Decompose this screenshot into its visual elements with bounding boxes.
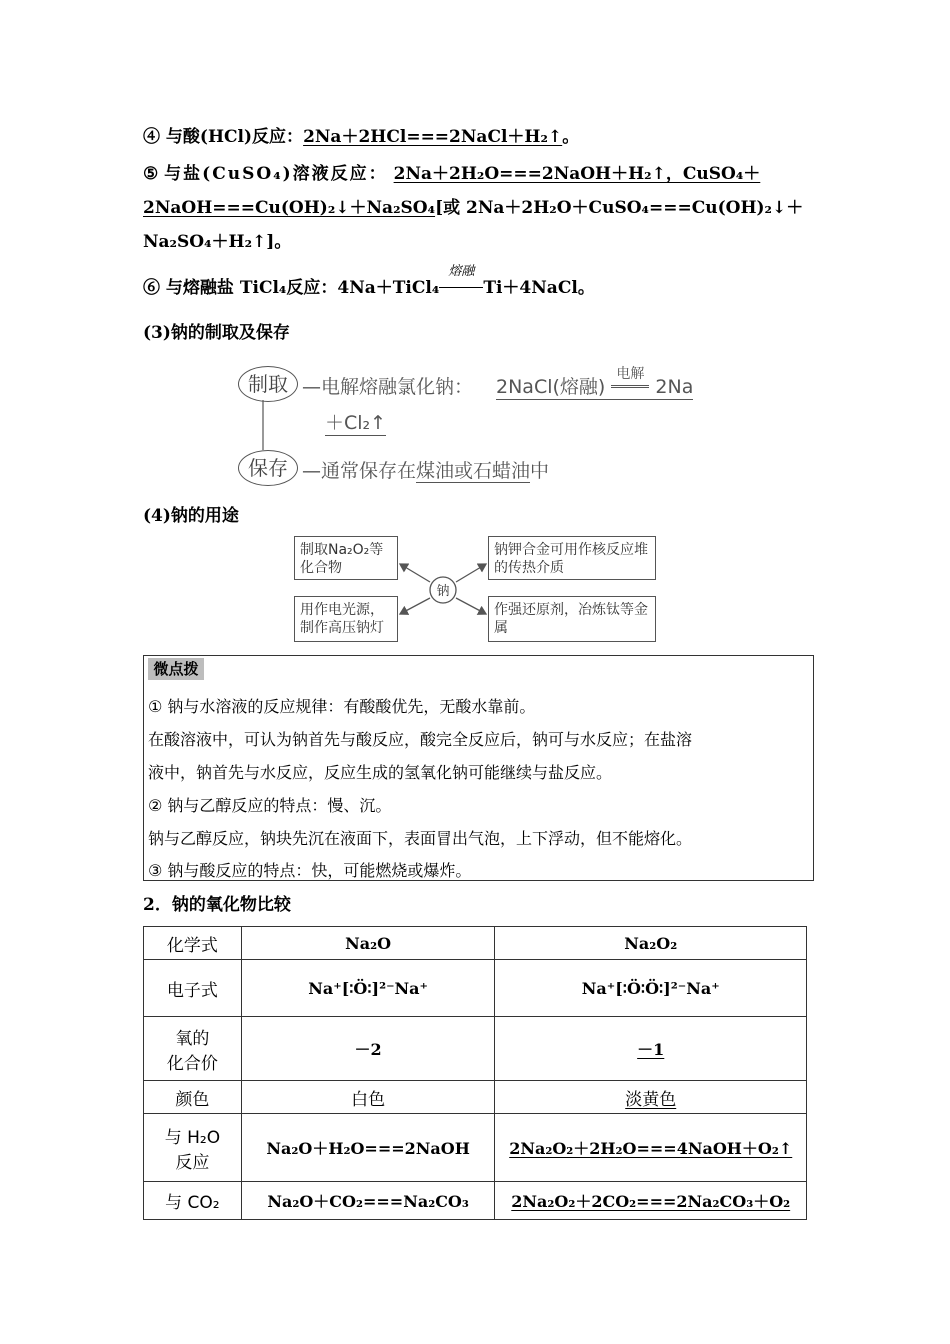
prepare-equation xyxy=(496,366,694,400)
reaction-6-left: 4Na＋TiCl₄ xyxy=(337,278,440,298)
table-row xyxy=(144,1017,807,1081)
table-cell-answer: －1 xyxy=(637,1040,665,1059)
table-cell: －2 xyxy=(241,1017,495,1081)
table-cell xyxy=(495,1017,807,1081)
tip-line: 钠与乙醇反应，钠块先沉在液面下，表面冒出气泡，上下浮动，但不能熔化。 xyxy=(148,829,693,848)
tip-line: ③ 钠与酸反应的特点：快，可能燃烧或爆炸。 xyxy=(148,861,472,880)
section-2-title: 2．钠的氧化物比较 xyxy=(143,895,291,915)
tips-box xyxy=(143,655,814,881)
table-cell xyxy=(495,1182,807,1220)
table-row xyxy=(144,1182,807,1220)
node-storage: 保存 xyxy=(238,450,298,486)
table-row-label-b: 反应 xyxy=(175,1152,210,1173)
table-cell xyxy=(495,1114,807,1182)
node-prepare: 制取 xyxy=(238,366,298,402)
reaction-5-equation-b: 2NaOH===Cu(OH)₂↓＋Na₂SO₄ xyxy=(143,198,436,218)
tip-line: 液中，钠首先与水反应，反应生成的氢氧化钠可能继续与盐反应。 xyxy=(148,763,613,782)
reaction-6-condition: 熔融 xyxy=(448,264,475,279)
reaction-4-end: 。 xyxy=(562,127,580,147)
table-row xyxy=(144,927,807,960)
electron-formula-na2o2: Na⁺[∶Ö∶Ö∶]²⁻Na⁺ xyxy=(495,960,807,1017)
reaction-4-equation: 2Na＋2HCl===2NaCl＋H₂↑ xyxy=(303,127,563,147)
prep-storage-diagram xyxy=(230,358,730,488)
table-row-label xyxy=(144,1114,242,1182)
prepare-equation-left: 2NaCl(熔融) xyxy=(496,376,606,398)
reaction-5-alternative-end: Na₂SO₄＋H₂↑]。 xyxy=(143,232,292,252)
table-cell: 白色 xyxy=(241,1081,495,1114)
oxide-comparison-table xyxy=(143,926,807,1220)
table-row xyxy=(144,1081,807,1114)
prepare-condition: 电解 xyxy=(616,366,645,382)
reaction-6-condition-arrow xyxy=(439,264,483,299)
reaction-6-end: 。 xyxy=(577,278,595,298)
table-row-label-a: 氧的 xyxy=(175,1028,210,1049)
table-row-label: 电子式 xyxy=(144,960,242,1017)
section-4-title: (4)钠的用途 xyxy=(143,506,239,526)
table-row xyxy=(144,960,807,1017)
storage-text-b: 煤油或石蜡油 xyxy=(416,460,531,482)
table-cell: Na₂O＋CO₂===Na₂CO₃ xyxy=(241,1182,495,1220)
electron-formula-na2o: Na⁺[∶Ö∶]²⁻Na⁺ xyxy=(241,960,495,1017)
reaction-4-number: ④ xyxy=(143,127,160,147)
reaction-5-equation-a: 2Na＋2H₂O===2NaOH＋H₂↑，CuSO₄＋ xyxy=(393,164,761,184)
uses-center-node: 钠 xyxy=(436,584,450,599)
tip-line: ① 钠与水溶液的反应规律：有酸酸优先，无酸水靠前。 xyxy=(148,697,536,716)
prepare-text: —电解熔融氯化钠： xyxy=(302,376,474,398)
reaction-5 xyxy=(143,163,808,185)
storage-text-c: 中 xyxy=(530,460,550,482)
table-cell xyxy=(495,1081,807,1114)
table-header-cell: Na₂O₂ xyxy=(495,927,807,960)
tip-line: ② 钠与乙醇反应的特点：慢、沉。 xyxy=(148,796,392,815)
reaction-4-label: 与酸(HCl)反应： xyxy=(165,127,304,147)
section-3-title: (3)钠的制取及保存 xyxy=(143,323,290,343)
table-cell-answer: 2Na₂O₂＋2CO₂===2Na₂CO₃＋O₂ xyxy=(511,1192,791,1211)
reaction-6-label: 与熔融盐 TiCl₄反应： xyxy=(165,278,338,298)
reaction-5-line3 xyxy=(143,231,291,253)
table-row-label xyxy=(144,1017,242,1081)
reaction-5-alternative: [或 2Na＋2H₂O＋CuSO₄===Cu(OH)₂↓＋ xyxy=(435,198,804,218)
prepare-condition-arrow xyxy=(611,366,649,397)
table-row-label-b: 化合价 xyxy=(166,1053,218,1074)
reaction-6 xyxy=(143,264,595,299)
table-header-cell: 化学式 xyxy=(144,927,242,960)
reaction-5-line2 xyxy=(143,197,803,219)
use-bottom-left: 用作电光源，制作高压钠灯 xyxy=(294,596,398,642)
table-row-label: 与 CO₂ xyxy=(144,1182,242,1220)
use-top-left: 制取Na₂O₂等化合物 xyxy=(294,536,398,580)
table-header-cell: Na₂O xyxy=(241,927,495,960)
tip-line: 在酸溶液中，可认为钠首先与酸反应，酸完全反应后，钠可与水反应；在盐溶 xyxy=(148,730,693,749)
storage-text-a: —通常保存在 xyxy=(302,460,417,482)
prepare-equation-cont: ＋Cl₂↑ xyxy=(325,408,386,436)
reaction-5-label: 与盐(CuSO₄)溶液反应： xyxy=(164,164,388,184)
table-cell-answer: 2Na₂O₂＋2H₂O===4NaOH＋O₂↑ xyxy=(509,1139,793,1158)
table-row-label: 颜色 xyxy=(144,1081,242,1114)
uses-diagram xyxy=(290,532,660,644)
use-bottom-right: 作强还原剂，冶炼钛等金属 xyxy=(488,596,656,642)
reaction-4 xyxy=(143,126,579,148)
use-top-right: 钠钾合金可用作核反应堆的传热介质 xyxy=(488,536,656,580)
table-cell-answer: 淡黄色 xyxy=(625,1089,677,1110)
table-cell: Na₂O＋H₂O===2NaOH xyxy=(241,1114,495,1182)
reaction-6-number: ⑥ xyxy=(143,278,160,298)
storage-text xyxy=(302,456,549,483)
tips-heading: 微点拨 xyxy=(148,658,204,680)
reaction-5-number: ⑤ xyxy=(143,164,159,184)
table-row xyxy=(144,1114,807,1182)
table-row-label-a: 与 H₂O xyxy=(164,1127,221,1148)
reaction-6-right: Ti＋4NaCl xyxy=(483,278,578,298)
prepare-equation-right: 2Na xyxy=(655,376,694,398)
